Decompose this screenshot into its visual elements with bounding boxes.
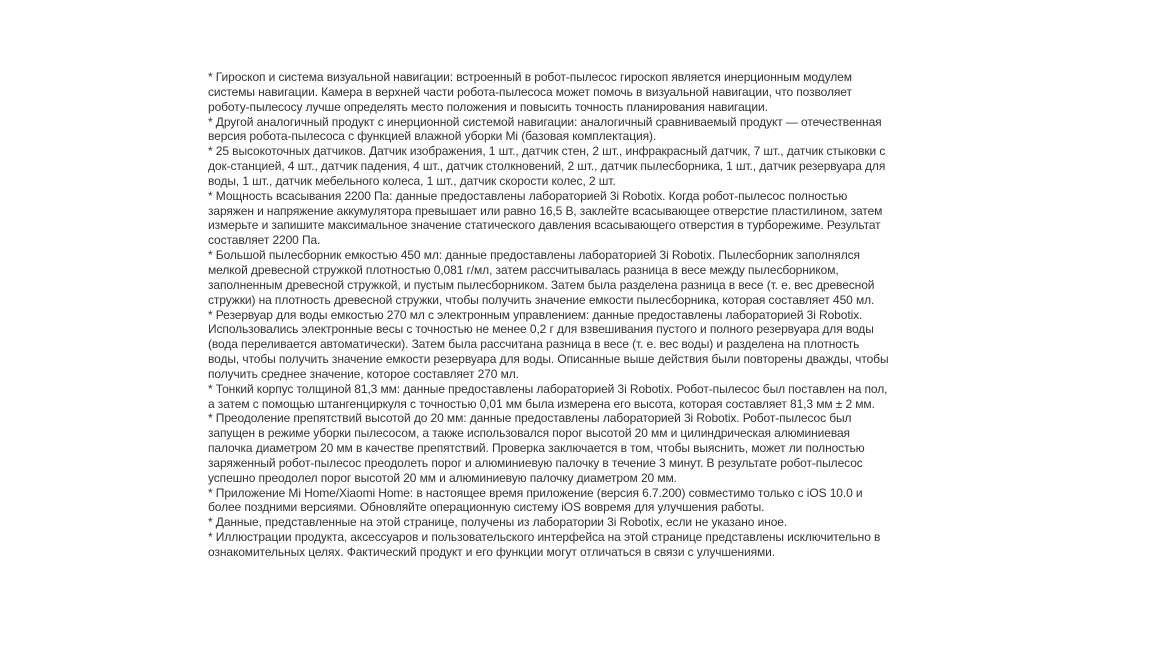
note-suction-power xyxy=(208,189,948,248)
note-line: заполненным древесной стружкой, и пустым пылесборником. Затем была разделена разница в весе (т. е. вес древесной xyxy=(208,277,875,292)
note-app xyxy=(208,486,948,516)
note-line: стружки) на плотность древесной стружки, чтобы получить значение емкости пылесборника, которая составляет 450 мл. xyxy=(208,292,875,307)
note-line: воды, чтобы получить значение емкости резервуара для воды. Описанные выше действия были повторены дважды, чтобы xyxy=(208,352,889,367)
note-line: измерьте и запишите максимальное значение статического давления всасывающего отверстия в турборежиме. Результат xyxy=(208,218,881,233)
note-data-source xyxy=(208,515,948,530)
note-line: более поздними версиями. Обновляйте операционную систему iOS вовремя для улучшения работы. xyxy=(208,500,765,515)
note-line: * Преодоление препятствий высотой до 20 мм: данные предоставлены лабораторией 3i Robotix. Робот-пылесос был xyxy=(208,411,852,426)
note-obstacles xyxy=(208,411,948,485)
footnotes xyxy=(208,70,948,560)
note-line: мелкой древесной стружкой плотностью 0,081 г/мл, затем рассчитывалась разница в весе между пылесборником, xyxy=(208,262,839,277)
note-line: Использовались электронные весы с точностью не менее 0,2 г для взвешивания пустого и полного резервуара для воды xyxy=(208,322,874,337)
note-line: * Иллюстрации продукта, аксессуаров и пользовательского интерфейса на этой странице представлены исключительно в xyxy=(208,530,881,545)
note-line: (вода переливается автоматически). Затем была рассчитана разница в весе (т. е. вес воды) и разделена на плотность xyxy=(208,337,860,352)
note-line: версия робота-пылесоса с функцией влажной уборки Mi (базовая комплектация). xyxy=(208,129,657,144)
note-line: док-станцией, 4 шт., датчик падения, 4 шт., датчик столкновений, 2 шт., датчик пылесборника, 1 шт., датчик резервуара для xyxy=(208,159,886,174)
note-thin-body xyxy=(208,382,948,412)
note-sensors xyxy=(208,144,948,189)
note-line: составляет 2200 Па. xyxy=(208,233,321,248)
note-line: роботу-пылесосу лучше определять место положения и повысить точность планирования навигации. xyxy=(208,99,768,114)
note-line: * Тонкий корпус толщиной 81,3 мм: данные предоставлены лабораторией 3i Robotix. Робот-пылесос был поставлен на пол, xyxy=(208,381,888,396)
note-line: * 25 высокоточных датчиков. Датчик изображения, 1 шт., датчик стен, 2 шт., инфракрасный датчик, 7 шт., датчик стыковки с xyxy=(208,144,886,159)
note-line: заряженный робот-пылесос преодолеть порог и алюминиевую палочку в течение 3 минут. В результате робот-пылесос xyxy=(208,455,863,470)
note-line: * Другой аналогичный продукт с инерционной системой навигации: аналогичный сравниваемый продукт — отечественная xyxy=(208,114,882,129)
note-line: * Гироскоп и система визуальной навигации: встроенный в робот-пылесос гироскоп является инерционным модулем xyxy=(208,70,852,84)
note-line: * Приложение Mi Home/Xiaomi Home: в настоящее время приложение (версия 6.7.200) совместимо только с iOS 10.0 и xyxy=(208,485,863,500)
note-line: запущен в режиме уборки пылесосом, а также использовался порог высотой 20 мм и цилиндрическая алюминиевая xyxy=(208,426,850,441)
note-line: * Резервуар для воды емкостью 270 мл с электронным управлением: данные предоставлены лабораторией 3i Robotix. xyxy=(208,307,863,322)
note-analog-product xyxy=(208,115,948,145)
note-line: получить среднее значение, которое составляет 270 мл. xyxy=(208,366,519,381)
note-line: * Данные, представленные на этой странице, получены из лаборатории 3i Robotix, если не указано иное. xyxy=(208,515,788,530)
note-line: заряжен и напряжение аккумулятора превышает или равно 16,5 В, заклейте всасывающее отверстие пластилином, затем xyxy=(208,203,883,218)
note-line: палочка диаметром 20 мм в качестве препятствий. Проверка заключается в том, чтобы выяснить, может ли полностью xyxy=(208,441,865,456)
note-water-tank xyxy=(208,308,948,382)
note-line: ознакомительных целях. Фактический продукт и его функции могут отличаться в связи с улучшениями. xyxy=(208,545,776,559)
note-line: успешно преодолел порог высотой 20 мм и алюминиевую палочку диаметром 20 мм. xyxy=(208,470,677,485)
note-line: системы навигации. Камера в верхней части робота-пылесоса может помочь в визуальной навигации, что позволяет xyxy=(208,84,852,99)
note-line: * Мощность всасывания 2200 Па: данные предоставлены лабораторией 3i Robotix. Когда робот-пылесос полностью xyxy=(208,188,848,203)
note-gyroscope xyxy=(208,70,948,115)
note-dustbin xyxy=(208,248,948,307)
note-line: * Большой пылесборник емкостью 450 мл: данные предоставлены лабораторией 3i Robotix. Пылесборник заполнялся xyxy=(208,248,860,263)
note-line: а затем с помощью штангенциркуля с точностью 0,01 мм была измерена его высота, которая составляет 81,3 мм ± 2 мм. xyxy=(208,396,875,411)
note-line: воды, 1 шт., датчик мебельного колеса, 1 шт., датчик скорости колес, 2 шт. xyxy=(208,173,616,188)
note-illustrations xyxy=(208,530,948,560)
